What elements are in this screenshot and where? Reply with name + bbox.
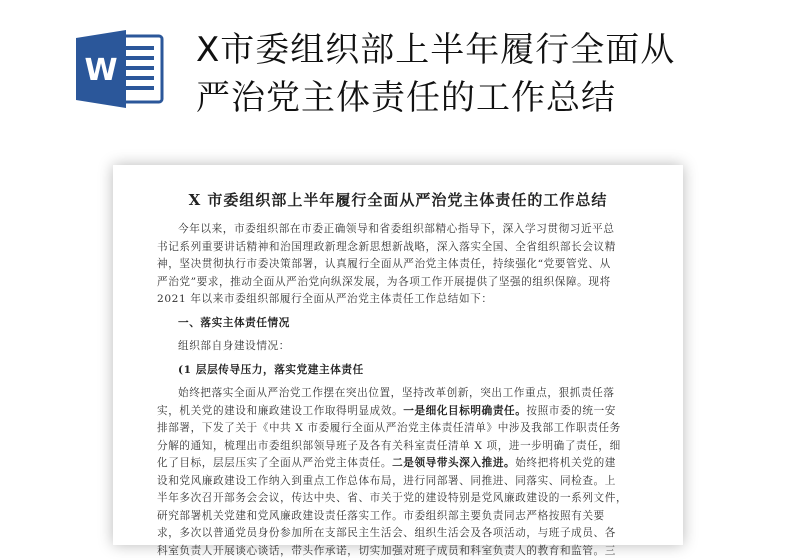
paragraph-line: 今年以来，市委组织部在市委正确领导和省委组织部精心指导下，深入学习贯彻习近平总 [157,221,647,239]
paragraph-line: 书记系列重要讲话精神和治国理政新理念新思想新战略，深入落实全国、全省组织部长会议精 [157,239,647,257]
paragraph-line: 2021 年以来市委组织部履行全面从严治党主体责任工作总结如下： [157,291,647,309]
paragraph-line: 排部署，下发了关于《中共 X 市委履行全面从严治党主体责任清单》中涉及我部工作职责任务 [157,420,647,438]
document-page[interactable] [113,165,683,545]
section-subheading: 组织部自身建设情况： [157,338,647,356]
title-line-2: 严治党主体责任的工作总结 [196,74,796,122]
document-title: X 市委组织部上半年履行全面从严治党主体责任的工作总结 [113,189,683,210]
paragraph-line: 实，机关党的建设和廉政建设工作取得明显成效。一是细化目标明确责任。按照市委的统一安 [157,403,647,421]
word-letter: W [84,53,117,88]
paragraph-line: 始终把落实全面从严治党工作摆在突出位置，坚持改革创新，突出工作重点，狠抓责任落 [157,385,647,403]
page-title [196,26,796,122]
word-document-icon [74,28,166,110]
paragraph-line: 半年多次召开部务会会议，传达中央、省、市关于党的建设特别是党风廉政建设的一系列文件， [157,490,647,508]
paragraph-line: 设和党风廉政建设工作纳入到重点工作总体布局，进行同部署、同推进、同落实、同检查。上 [157,473,647,491]
subsection-heading: (1 层层传导压力，落实党建主体责任 [157,362,647,380]
section-heading: 一、落实主体责任情况 [157,315,647,333]
paragraph-line: 严治党”要求，推动全面从严治党向纵深发展，为各项工作开展提供了坚强的组织保障。现将 [157,274,647,292]
paragraph-line: 研究部署机关党建和党风廉政建设责任落实工作。市委组织部主要负责同志严格按照有关要 [157,508,647,526]
document-body [157,221,647,560]
paragraph-line: 分解的通知，梳理出市委组织部领导班子及各有关科室责任清单 X 项，进一步明确了责任，细 [157,438,647,456]
title-line-1: X市委组织部上半年履行全面从 [196,26,796,74]
paragraph-line: 科室负责人开展谈心谈话，带头作承诺，切实加强对班子成员和科室负责人的教育和监管。三 [157,543,647,560]
paragraph-line: 求，多次以普通党员身份参加所在支部民主生活会、组织生活会及各项活动，与班子成员、各 [157,525,647,543]
header-banner [0,0,800,150]
paragraph-line: 神，坚决贯彻执行市委决策部署，认真履行全面从严治党主体责任，持续强化“党要管党、从 [157,256,647,274]
paragraph-line: 化了目标，层层压实了全面从严治党主体责任。二是领导带头深入推进。始终把将机关党的建 [157,455,647,473]
